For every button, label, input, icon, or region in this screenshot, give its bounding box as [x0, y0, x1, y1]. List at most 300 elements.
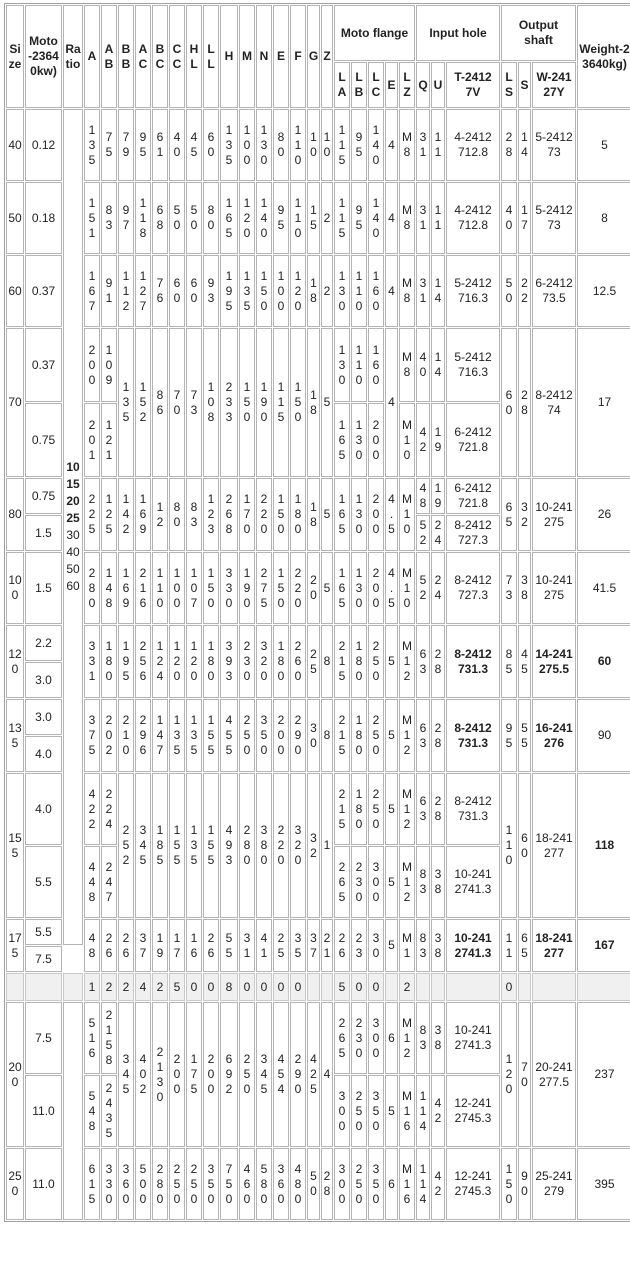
- cell: 2 5 6: [135, 625, 151, 698]
- cell: 1 2 3: [203, 478, 219, 551]
- header-col: Q: [416, 62, 430, 108]
- cell: 8 3: [416, 846, 430, 918]
- moto-cell: 0.37: [25, 328, 62, 402]
- cell: 12-241 2745.3: [446, 1075, 500, 1147]
- cell: 1 4: [431, 328, 445, 402]
- cell: 5: [321, 478, 333, 551]
- ratio-value: 50: [66, 562, 80, 576]
- cell: 1 4 0: [368, 182, 384, 254]
- cell: 14-241 275.5: [532, 625, 576, 698]
- moto-cell: 3.0: [25, 699, 62, 735]
- cell: 4 6 0: [239, 1148, 255, 1220]
- header-col: N: [256, 5, 272, 108]
- cell: 4 8 0: [290, 1148, 306, 1220]
- cell: 1 5 0: [273, 552, 289, 624]
- cell: 5 4 8: [84, 1075, 100, 1147]
- cell: 4: [385, 109, 398, 181]
- cell: 2 5 0: [169, 1148, 185, 1220]
- cell: 2 8: [431, 773, 445, 845]
- cell: 3 2 0: [290, 773, 306, 918]
- cell: 12-241 2745.3: [446, 1148, 500, 1220]
- cell: 3 5 0: [256, 699, 272, 772]
- cell: 2 0 0: [368, 478, 384, 551]
- cell: 3 5 0: [368, 1075, 384, 1147]
- cell: 9 5: [135, 109, 151, 181]
- cell: 3 0: [368, 919, 384, 972]
- cell: 2 0 0: [368, 552, 384, 624]
- cell: 3 3 0: [220, 552, 238, 624]
- weight-cell: 60: [577, 625, 630, 698]
- cell: 1 9: [431, 403, 445, 477]
- header-output-shaft: Output shaft: [501, 5, 576, 61]
- cell: 1 8 0: [290, 478, 306, 551]
- header-ratio: Ra tio: [63, 5, 83, 108]
- cell: 8 0: [273, 109, 289, 181]
- weight-cell: 5: [577, 109, 630, 181]
- cell: 2 5 0: [239, 699, 255, 772]
- cell: 4: [135, 973, 151, 1001]
- cell: 5: [385, 846, 398, 918]
- cell: 6 0: [186, 255, 202, 327]
- cell: 2 8 0: [239, 773, 255, 918]
- cell: 2 5: [273, 919, 289, 972]
- cell: 3 7: [135, 919, 151, 972]
- cell: 3 8: [431, 919, 445, 972]
- cell: 1 8 0: [351, 773, 367, 845]
- header-col: M: [239, 5, 255, 108]
- cell: 1 8 0: [351, 625, 367, 698]
- cell: 8-2412 731.3: [446, 773, 500, 845]
- cell: 6 0: [169, 255, 185, 327]
- cell: 2 3: [351, 919, 367, 972]
- table-row: [6, 973, 630, 1001]
- cell: 2: [152, 973, 168, 1001]
- header-moto-flange: Moto flange: [334, 5, 415, 61]
- size-cell: 70: [6, 328, 24, 477]
- cell: 0: [203, 973, 219, 1001]
- header-col: A B: [101, 5, 117, 108]
- cell: 8 0: [203, 182, 219, 254]
- cell: 1: [321, 773, 333, 918]
- cell: 6 5: [501, 478, 517, 551]
- cell: 1 4 2: [118, 478, 134, 551]
- cell: 1 3 0: [351, 403, 367, 477]
- cell: 5 0: [501, 255, 517, 327]
- cell: 2 2 0: [256, 478, 272, 551]
- header-col: L Z: [399, 62, 415, 108]
- cell: M 1 2: [399, 625, 415, 698]
- cell: 4 0: [169, 109, 185, 181]
- cell: [63, 973, 83, 1001]
- table-row: [6, 773, 630, 845]
- cell: 9 5: [351, 182, 367, 254]
- cell: 1 1 0: [351, 255, 367, 327]
- moto-cell: 0.12: [25, 109, 62, 181]
- cell: 1 1 5: [273, 328, 289, 477]
- cell: 1 3 5: [84, 109, 100, 181]
- cell: 1 3 0: [351, 552, 367, 624]
- cell: M 1 0: [399, 403, 415, 477]
- cell: 1 4 8: [101, 552, 117, 624]
- weight-cell: 41.5: [577, 552, 630, 624]
- cell: 5 0: [307, 1148, 320, 1220]
- cell: 4 2 2: [84, 773, 100, 845]
- cell: 4: [385, 182, 398, 254]
- cell: 8 3: [101, 182, 117, 254]
- cell: 2 3 0: [351, 846, 367, 918]
- cell: 1 7 0: [239, 478, 255, 551]
- table-row: [6, 255, 630, 327]
- table-row: [6, 1148, 630, 1220]
- cell: 3 0 0: [368, 1002, 384, 1074]
- cell: 2 1 5: [334, 699, 350, 772]
- cell: 2 8: [431, 625, 445, 698]
- cell: 9 5: [273, 182, 289, 254]
- cell: 2 5 0: [368, 773, 384, 845]
- cell: 1 2 1: [101, 403, 117, 477]
- cell: M 8: [399, 109, 415, 181]
- cell: 4 1: [256, 919, 272, 972]
- cell: 2 6 8: [220, 478, 238, 551]
- cell: 1 6 7: [84, 255, 100, 327]
- cell: 2 6: [101, 919, 117, 972]
- cell: 9 1: [101, 255, 117, 327]
- cell: 0: [186, 973, 202, 1001]
- cell: 9 3: [203, 255, 219, 327]
- cell: M 1 2: [399, 1002, 415, 1074]
- cell: 1 1 2: [118, 255, 134, 327]
- cell: 1 3 5: [220, 109, 238, 181]
- cell: 1 7: [518, 182, 531, 254]
- size-cell: 50: [6, 182, 24, 254]
- cell: 3 0: [307, 699, 320, 772]
- moto-cell: 11.0: [25, 1148, 62, 1220]
- cell: 1 8: [307, 478, 320, 551]
- moto-cell: 0.18: [25, 182, 62, 254]
- cell: 3 0 0: [334, 1148, 350, 1220]
- cell: 4: [321, 1002, 333, 1147]
- cell: 1 6 0: [368, 255, 384, 327]
- spec-table: [4, 3, 630, 1222]
- cell: 2 6 0: [290, 625, 306, 698]
- ratio-value: 25: [66, 511, 80, 525]
- cell: 1 3 0: [351, 478, 367, 551]
- cell: 0: [501, 973, 517, 1001]
- cell: 1 2 5: [101, 478, 117, 551]
- cell: 1 1 0: [290, 109, 306, 181]
- cell: 8 3: [416, 1002, 430, 1074]
- header-col: U: [431, 62, 445, 108]
- cell: 2 4 3 5: [101, 1075, 117, 1147]
- cell: 3 4 5: [256, 1002, 272, 1147]
- header-col: L L: [203, 5, 219, 108]
- cell: 0: [351, 973, 367, 1001]
- cell: 18-241 277: [532, 773, 576, 918]
- cell: 3 8: [431, 846, 445, 918]
- cell: 8-2412 731.3: [446, 625, 500, 698]
- cell: 2 1 6: [135, 552, 151, 624]
- cell: 8: [321, 625, 333, 698]
- cell: 2: [101, 973, 117, 1001]
- weight-cell: 395: [577, 1148, 630, 1220]
- cell: 1 1 0: [351, 328, 367, 402]
- cell: 2 5 2: [118, 773, 134, 918]
- cell: 2 1 3 0: [152, 1002, 168, 1147]
- cell: 3 1: [416, 255, 430, 327]
- header-col: H: [220, 5, 238, 108]
- moto-cell: 5.5: [25, 919, 62, 945]
- cell: 5-2412 73: [532, 109, 576, 181]
- header-col: L S: [501, 62, 517, 108]
- header-col: E: [385, 62, 398, 108]
- cell: 6 5: [518, 919, 531, 972]
- cell: 2 7 5: [256, 552, 272, 624]
- moto-cell: 0.75: [25, 478, 62, 514]
- cell: 2 6: [203, 919, 219, 972]
- cell: 2 1 5: [334, 773, 350, 845]
- cell: 1 9 0: [239, 552, 255, 624]
- cell: 2 9 0: [290, 1002, 306, 1147]
- cell: 7 9: [118, 109, 134, 181]
- header-col: L C: [368, 62, 384, 108]
- cell: 1 6 5: [334, 403, 350, 477]
- cell: 1 5 1: [84, 182, 100, 254]
- cell: 4 5: [186, 109, 202, 181]
- cell: 2 6: [118, 919, 134, 972]
- cell: 0: [273, 973, 289, 1001]
- cell: 1 2 0: [169, 625, 185, 698]
- moto-cell: 3.0: [25, 662, 62, 698]
- cell: 4 0: [501, 182, 517, 254]
- cell: 1 5 0: [501, 1148, 517, 1220]
- ratio-value: 15: [66, 477, 80, 491]
- size-cell: 15 5: [6, 773, 24, 918]
- cell: 2: [118, 973, 134, 1001]
- cell: 1 3 5: [118, 328, 134, 477]
- cell: 1 6 9: [118, 552, 134, 624]
- cell: M 1 6: [399, 1148, 415, 1220]
- ratio-value: 30: [66, 528, 80, 542]
- cell: 2 3 0: [239, 625, 255, 698]
- cell: 6 3: [416, 699, 430, 772]
- cell: 0: [256, 973, 272, 1001]
- cell: 5: [334, 973, 350, 1001]
- cell: 1 5 5: [169, 773, 185, 918]
- cell: M 1 2: [399, 773, 415, 845]
- header-size: Si ze: [6, 5, 24, 108]
- cell: 1 1 8: [135, 182, 151, 254]
- cell: 3 8: [518, 552, 531, 624]
- ratio-value: 40: [66, 545, 80, 559]
- moto-cell: 0.75: [25, 403, 62, 477]
- cell: 1 9: [152, 919, 168, 972]
- cell: 2: [399, 973, 415, 1001]
- cell: 6-2412 721.8: [446, 478, 500, 514]
- size-cell: 17 5: [6, 919, 24, 972]
- cell: 5: [385, 625, 398, 698]
- cell: 1 8: [307, 255, 320, 327]
- cell: 5 5: [518, 699, 531, 772]
- cell: 2 0 1: [84, 403, 100, 477]
- cell: 3 9 3: [220, 625, 238, 698]
- cell: [416, 973, 430, 1001]
- size-cell: 25 0: [6, 1148, 24, 1220]
- cell: 5: [321, 328, 333, 477]
- cell: 1 5 0: [239, 328, 255, 477]
- weight-cell: 12.5: [577, 255, 630, 327]
- cell: 1 6 5: [334, 478, 350, 551]
- cell: 3 2: [518, 478, 531, 551]
- cell: 2: [321, 182, 333, 254]
- cell: 8-2412 74: [532, 328, 576, 477]
- table-row: [6, 478, 630, 514]
- cell: 6 0: [203, 109, 219, 181]
- cell: 8 3: [416, 919, 430, 972]
- weight-cell: 167: [577, 919, 630, 972]
- cell: 1 5 5: [203, 699, 219, 772]
- cell: 5 5: [220, 919, 238, 972]
- cell: 1 1 0: [152, 552, 168, 624]
- cell: 1 9 5: [220, 255, 238, 327]
- cell: 20-241 277.5: [532, 1002, 576, 1147]
- cell: 3 0 0: [368, 846, 384, 918]
- header-weight: Weight-2 3640kg): [577, 5, 630, 108]
- cell: 1 2 0: [501, 1002, 517, 1147]
- cell: 10-241 2741.3: [446, 846, 500, 918]
- cell: 5 2: [416, 552, 430, 624]
- cell: 5: [385, 1075, 398, 1147]
- cell: 3 1: [239, 919, 255, 972]
- ratio-cell-lower: [63, 1002, 83, 1220]
- cell: 4: [385, 255, 398, 327]
- cell: 7 5 0: [220, 1148, 238, 1220]
- cell: 4 5: [518, 625, 531, 698]
- cell: 3 1: [416, 109, 430, 181]
- header-col: B C: [152, 5, 168, 108]
- cell: 1 1 4: [416, 1148, 430, 1220]
- cell: 2 8 0: [152, 1148, 168, 1220]
- cell: 1 4 7: [152, 699, 168, 772]
- cell: 1 3 5: [186, 773, 202, 918]
- cell: 2 9 6: [135, 699, 151, 772]
- cell: [25, 973, 62, 1001]
- size-cell: 40: [6, 109, 24, 181]
- cell: 1 1: [431, 109, 445, 181]
- cell: 4 8: [416, 478, 430, 514]
- table-row: [6, 109, 630, 181]
- weight-cell: 90: [577, 699, 630, 772]
- cell: 9 5: [351, 109, 367, 181]
- cell: [307, 973, 320, 1001]
- cell: 3 6 0: [118, 1148, 134, 1220]
- cell: 5 8 0: [256, 1148, 272, 1220]
- cell: 2 2 0: [273, 773, 289, 918]
- cell: 2 8 0: [84, 552, 100, 624]
- cell: 1 0 9: [101, 328, 117, 402]
- cell: 1 4 0: [256, 182, 272, 254]
- cell: 0: [368, 973, 384, 1001]
- cell: 2 2: [518, 255, 531, 327]
- cell: M 1 0: [399, 478, 415, 551]
- cell: 3 5 0: [368, 1148, 384, 1220]
- cell: 1 2 0: [186, 625, 202, 698]
- cell: M 8: [399, 328, 415, 402]
- cell: 1 8 0: [351, 699, 367, 772]
- cell: 1 0: [307, 109, 320, 181]
- cell: 2 6 5: [334, 1002, 350, 1074]
- cell: M 1 0: [399, 552, 415, 624]
- size-cell: 80: [6, 478, 24, 551]
- table-row: [6, 919, 630, 945]
- cell: 2 8: [431, 699, 445, 772]
- cell: 1 0 0: [239, 109, 255, 181]
- cell: 5-2412 73: [532, 182, 576, 254]
- cell: 3 3 1: [84, 625, 100, 698]
- cell: 1 3 5: [239, 255, 255, 327]
- cell: 1 0 7: [186, 552, 202, 624]
- cell: 3 2: [307, 773, 320, 918]
- cell: 10-241 275: [532, 552, 576, 624]
- cell: 1 3 0: [334, 328, 350, 402]
- cell: 2 6 5: [334, 846, 350, 918]
- header-col: H L: [186, 5, 202, 108]
- cell: 0: [239, 973, 255, 1001]
- weight-cell: 118: [577, 773, 630, 918]
- cell: M 8: [399, 182, 415, 254]
- cell: 5: [385, 919, 398, 972]
- cell: 5: [321, 552, 333, 624]
- cell: 1 9: [431, 478, 445, 514]
- cell: [577, 973, 630, 1001]
- cell: 7 3: [501, 552, 517, 624]
- cell: 5 2: [416, 515, 430, 551]
- cell: 4 . 5: [385, 478, 398, 551]
- cell: 8: [321, 699, 333, 772]
- header-moto: Moto -2364 0kw): [25, 5, 62, 108]
- cell: 1 4 0: [368, 109, 384, 181]
- cell: 1 5 0: [273, 478, 289, 551]
- moto-cell: 7.5: [25, 1002, 62, 1074]
- ratio-cell: [63, 109, 83, 945]
- cell: 6 1 5: [84, 1148, 100, 1220]
- cell: 5-2412 716.3: [446, 328, 500, 402]
- ratio-value: 60: [66, 579, 80, 593]
- cell: 1 8 0: [101, 625, 117, 698]
- header-col: S: [518, 62, 531, 108]
- moto-cell: 0.37: [25, 255, 62, 327]
- cell: 8-2412 727.3: [446, 515, 500, 551]
- cell: 1 5 0: [256, 255, 272, 327]
- cell: 2 3 0: [351, 1002, 367, 1074]
- cell: 8 5: [501, 625, 517, 698]
- cell: 1 6 9: [135, 478, 151, 551]
- moto-cell: 11.0: [25, 1075, 62, 1147]
- cell: 4: [385, 328, 398, 477]
- cell: 3 2 0: [256, 625, 272, 698]
- header-col: A C: [135, 5, 151, 108]
- cell: 3 4 5: [118, 1002, 134, 1147]
- cell: 7 6: [152, 255, 168, 327]
- size-cell: 13 5: [6, 699, 24, 772]
- table-row: [6, 1002, 630, 1074]
- moto-cell: 5.5: [25, 846, 62, 918]
- cell: 3 7 5: [84, 699, 100, 772]
- cell: 2 9 0: [290, 699, 306, 772]
- cell: 4 2: [416, 403, 430, 477]
- cell: 2 0: [307, 552, 320, 624]
- cell: 2 0 0: [273, 699, 289, 772]
- moto-cell: 7.5: [25, 946, 62, 972]
